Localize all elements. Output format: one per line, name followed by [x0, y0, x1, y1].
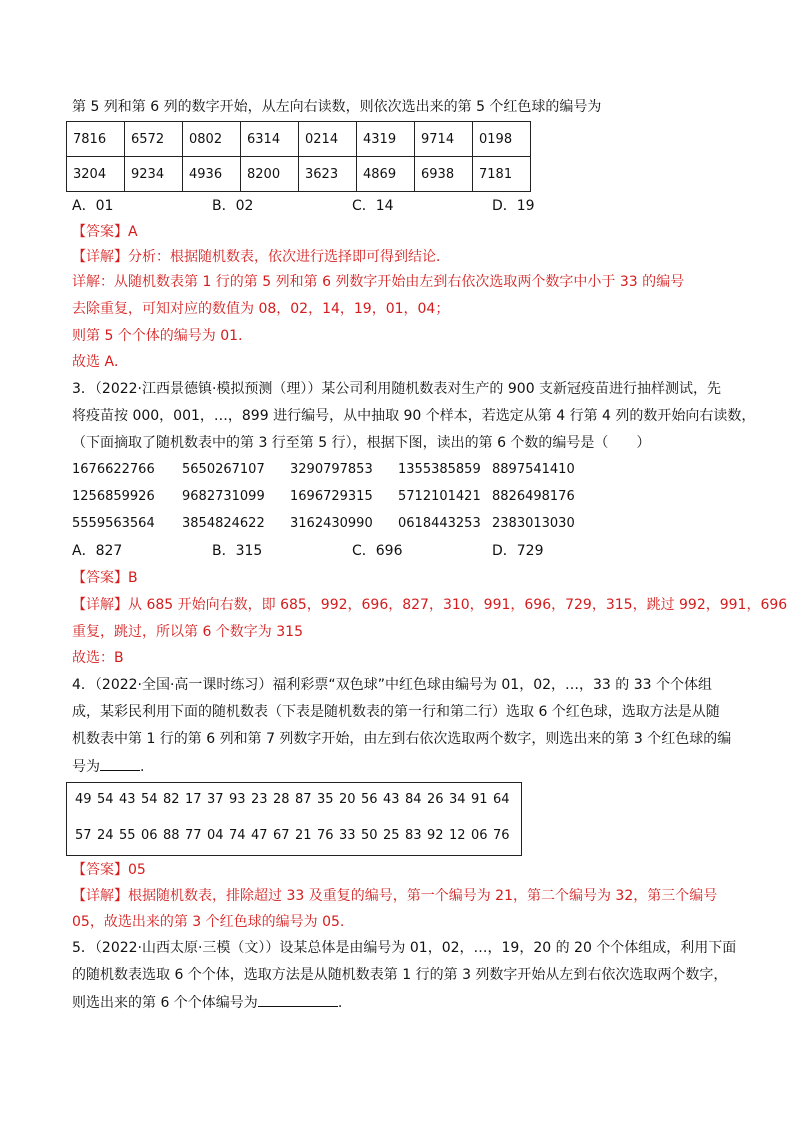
random-number: 57 — [75, 828, 92, 843]
table-cell: 8200 — [241, 157, 299, 192]
q3-answer: 【答案】B — [72, 570, 138, 586]
q4-stem-period: . — [140, 759, 145, 775]
q4-stem-line: 成，某彩民利用下面的随机数表（下表是随机数表的第一行和第二行）选取 6 个红色球，选取方法是从随 — [72, 704, 720, 720]
option-b: B．02 — [212, 198, 254, 214]
q4-stem-line: 4．（2022·全国·高一课时练习）福利彩票“双色球”中红色球由编号为 01，02，…，33 的 33 个个体组 — [72, 677, 712, 693]
random-number: 8826498176 — [492, 489, 575, 504]
random-number: 2383013030 — [492, 516, 575, 531]
q2-random-table — [66, 121, 531, 192]
q3-random-row — [72, 487, 632, 507]
q4-detail-line: 05，故选出来的第 3 个红色球的编号为 05. — [72, 914, 345, 930]
q2-choose: 故选 A． — [72, 354, 129, 370]
option-a: A．827 — [72, 543, 123, 559]
q5-stem-line: 5．（2022·山西太原·三模（文））设某总体是由编号为 01，02，…，19，20 的 20 个个体组成，利用下面 — [72, 940, 737, 956]
table-cell: 3623 — [299, 157, 357, 192]
q2-answer: 【答案】A — [72, 224, 138, 240]
answer-blank — [100, 756, 140, 771]
random-number: 21 — [295, 828, 312, 843]
q2-detail-line: 则第 5 个个体的编号为 01． — [72, 328, 253, 344]
table-cell: 7816 — [67, 122, 125, 157]
random-number: 47 — [251, 828, 268, 843]
random-number: 5650267107 — [182, 462, 265, 477]
random-number: 49 — [75, 792, 92, 807]
q4-random-table — [66, 782, 522, 856]
random-number: 93 — [229, 792, 246, 807]
q4-answer: 【答案】05 — [72, 862, 146, 878]
q3-detail-line: 【详解】从 685 开始向右数，即 685，992，696，827，310，991，696，729，315，跳过 992，991，696 — [72, 597, 788, 613]
random-number: 5712101421 — [398, 489, 481, 504]
random-number: 87 — [295, 792, 312, 807]
random-number: 54 — [141, 792, 158, 807]
table-row — [67, 783, 521, 817]
table-row — [67, 157, 531, 192]
q2-detail-line: 去除重复，可知对应的数值为 08，02，14，19，01，04； — [72, 301, 450, 317]
q3-stem-line: 将疫苗按 000，001，…，899 进行编号，从中抽取 90 个样本，若选定从第 4 行第 4 列的数开始向右读数， — [72, 408, 756, 424]
random-number: 28 — [273, 792, 290, 807]
random-number: 9682731099 — [182, 489, 265, 504]
q3-stem-line: （下面摘取了随机数表中的第 3 行至第 5 行），根据下图，读出的第 6 个数的编号是（ ） — [72, 435, 651, 451]
q2-detail-line: 详解：从随机数表第 1 行的第 5 列和第 6 列数字开始由左到右依次选取两个数字中小于 33 的编号 — [72, 274, 685, 290]
random-number: 1355385859 — [398, 462, 481, 477]
answer-blank — [258, 992, 338, 1007]
random-number: 04 — [207, 828, 224, 843]
random-number: 35 — [317, 792, 334, 807]
table-cell: 4869 — [357, 157, 415, 192]
table-cell: 9714 — [415, 122, 473, 157]
random-number: 84 — [405, 792, 422, 807]
random-number: 74 — [229, 828, 246, 843]
random-number: 50 — [361, 828, 378, 843]
random-number: 92 — [427, 828, 444, 843]
q3-random-row — [72, 514, 632, 534]
random-number: 25 — [383, 828, 400, 843]
random-number: 54 — [97, 792, 114, 807]
random-number: 83 — [405, 828, 422, 843]
random-number: 8897541410 — [492, 462, 575, 477]
option-a: A．01 — [72, 198, 114, 214]
table-cell: 6938 — [415, 157, 473, 192]
random-number: 82 — [163, 792, 180, 807]
random-number: 34 — [449, 792, 466, 807]
q3-random-row — [72, 460, 632, 480]
table-row — [67, 122, 531, 157]
random-number: 12 — [449, 828, 466, 843]
random-number: 3290797853 — [290, 462, 373, 477]
table-cell: 9234 — [125, 157, 183, 192]
table-cell: 6314 — [241, 122, 299, 157]
random-number: 06 — [471, 828, 488, 843]
q2-intro: 第 5 列和第 6 列的数字开始，从左向右读数，则依次选出来的第 5 个红色球的编号为 — [72, 99, 602, 115]
random-number: 64 — [493, 792, 510, 807]
q3-stem-line: 3．（2022·江西景德镇·模拟预测（理））某公司利用随机数表对生产的 900 支新冠疫苗进行抽样测试，先 — [72, 381, 722, 397]
q5-stem-line: 的随机数表选取 6 个个体，选取方法是从随机数表第 1 行的第 3 列数字开始从左到右依次选取两个数字， — [72, 967, 728, 983]
option-c: C．14 — [352, 198, 394, 214]
table-cell: 7181 — [473, 157, 531, 192]
q2-options — [72, 196, 572, 216]
option-c: C．696 — [352, 543, 403, 559]
random-number: 0618443253 — [398, 516, 481, 531]
table-cell: 0198 — [473, 122, 531, 157]
random-number: 56 — [361, 792, 378, 807]
table-cell: 0214 — [299, 122, 357, 157]
random-number: 24 — [97, 828, 114, 843]
random-number: 67 — [273, 828, 290, 843]
q3-options — [72, 541, 572, 561]
q5-stem-period: . — [337, 995, 343, 1011]
q3-choose: 故选：B — [72, 650, 124, 666]
random-number: 23 — [251, 792, 268, 807]
random-number: 37 — [207, 792, 224, 807]
random-number: 1696729315 — [290, 489, 373, 504]
q3-detail-line: 重复，跳过，所以第 6 个数字为 315 — [72, 624, 303, 640]
random-number: 88 — [163, 828, 180, 843]
table-cell: 3204 — [67, 157, 125, 192]
random-number: 3854824622 — [182, 516, 265, 531]
random-number: 1676622766 — [72, 462, 155, 477]
q2-analysis: 【详解】分析：根据随机数表，依次进行选择即可得到结论． — [72, 249, 450, 265]
random-number: 17 — [185, 792, 202, 807]
random-number: 43 — [119, 792, 136, 807]
q5-stem-last — [72, 992, 342, 1013]
option-d: D．19 — [492, 198, 535, 214]
random-number: 91 — [471, 792, 488, 807]
random-number: 26 — [427, 792, 444, 807]
table-cell: 6572 — [125, 122, 183, 157]
random-number: 77 — [185, 828, 202, 843]
random-number: 1256859926 — [72, 489, 155, 504]
q4-detail-line: 【详解】根据随机数表，排除超过 33 及重复的编号，第一个编号为 21，第二个编号为 32，第三个编号 — [72, 888, 718, 904]
option-d: D．729 — [492, 543, 544, 559]
q4-stem-line: 机数表中第 1 行的第 6 列和第 7 列数字开始，由左到右依次选取两个数字，则选出来的第 3 个红色球的编 — [72, 731, 732, 747]
q4-stem-last — [72, 756, 144, 777]
random-number: 76 — [317, 828, 334, 843]
random-number: 76 — [493, 828, 510, 843]
q5-stem-text: 则选出来的第 6 个个体编号为 — [72, 995, 258, 1011]
random-number: 43 — [383, 792, 400, 807]
random-number: 55 — [119, 828, 136, 843]
table-row — [67, 819, 521, 853]
random-number: 20 — [339, 792, 356, 807]
random-number: 06 — [141, 828, 158, 843]
random-number: 5559563564 — [72, 516, 155, 531]
table-cell: 4936 — [183, 157, 241, 192]
random-number: 3162430990 — [290, 516, 373, 531]
random-number: 33 — [339, 828, 356, 843]
table-cell: 4319 — [357, 122, 415, 157]
option-b: B．315 — [212, 543, 263, 559]
q4-stem-text: 号为 — [72, 759, 100, 775]
table-cell: 0802 — [183, 122, 241, 157]
